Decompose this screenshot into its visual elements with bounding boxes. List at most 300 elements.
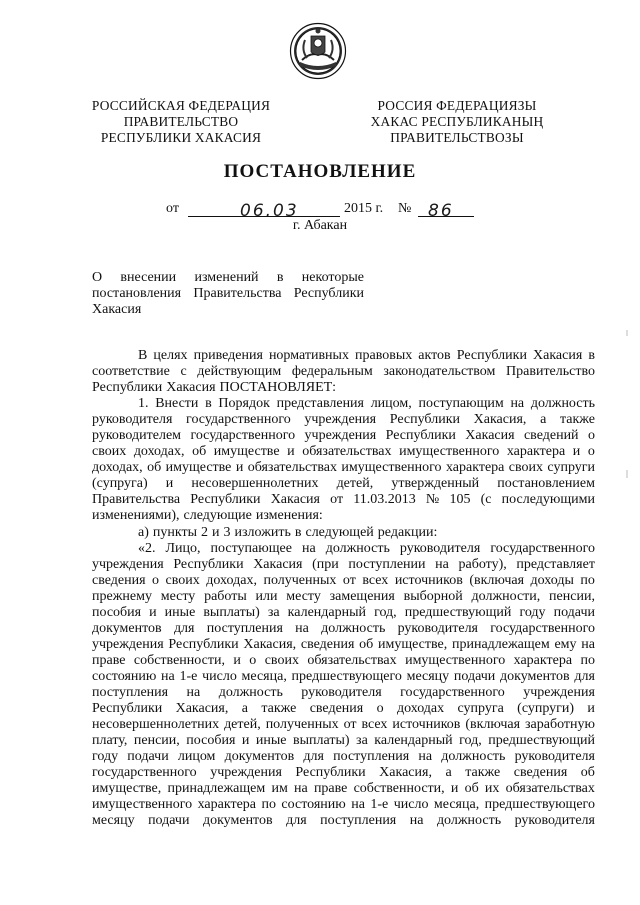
body-word: и	[235, 460, 244, 476]
body-line	[92, 541, 595, 557]
body-word: Внести	[155, 396, 199, 412]
body-word: руководителем	[92, 428, 182, 444]
body-word: на	[418, 749, 433, 765]
body-word: собственности,	[133, 652, 225, 668]
body-word: пособия	[186, 733, 236, 749]
body-word: Республики	[190, 492, 261, 508]
body-word: (включая	[465, 717, 521, 733]
body-word: поступления	[333, 749, 410, 765]
body-word: плату,	[92, 733, 128, 749]
body-word: полученных	[263, 572, 337, 588]
body-word: также	[559, 412, 595, 428]
body-word: год,	[374, 604, 397, 620]
body-word: работы	[204, 588, 247, 604]
body-word: 1-е	[370, 797, 389, 813]
subject-word: некоторые	[301, 270, 364, 285]
body-line	[92, 508, 595, 524]
body-word: для	[286, 813, 307, 829]
body-word: государственного	[400, 684, 505, 700]
body-word: Республики	[92, 701, 163, 717]
body-word: пенсии,	[133, 733, 180, 749]
body-word: учреждения	[523, 684, 595, 700]
body-word: характера	[513, 652, 573, 668]
body-word: приведения	[193, 348, 263, 363]
body-word: предшествующий	[488, 733, 595, 749]
body-word: источников	[392, 717, 461, 733]
body-word: представляет	[516, 556, 595, 572]
body-line	[92, 589, 595, 605]
header-left-block	[84, 98, 278, 146]
body-word: поступлении	[348, 556, 426, 572]
body-word: государственного	[490, 620, 595, 636]
body-line	[92, 525, 595, 541]
body-word: за	[267, 604, 280, 620]
scan-margin-marks	[626, 330, 628, 480]
body-word: (супруга)	[92, 476, 148, 492]
body-line	[92, 669, 595, 685]
body-line	[92, 428, 595, 444]
subject-block	[92, 270, 364, 319]
body-word: о	[249, 652, 257, 668]
date-number-line	[166, 201, 496, 219]
body-word: Хакасия,	[243, 636, 297, 652]
body-word: характера	[506, 444, 566, 460]
body-word: сведения	[92, 572, 146, 588]
body-word: подачи	[148, 813, 190, 829]
body-word: имущественного	[92, 797, 193, 813]
body-word: Порядок	[218, 396, 270, 412]
body-word: Хакасия	[270, 492, 320, 508]
body-word: руководителя	[397, 620, 478, 636]
subject-word: Хакасия	[92, 302, 142, 318]
body-word: число	[202, 668, 237, 684]
body-word: принадлежащем	[167, 781, 266, 797]
body-word: полученных	[265, 717, 339, 733]
body-word: и	[287, 444, 295, 460]
body-word: всех	[362, 572, 389, 588]
subject-line	[92, 286, 364, 302]
body-word: 11.03.2013	[353, 492, 416, 508]
body-word: по	[580, 652, 595, 668]
body-word: поступления	[92, 684, 169, 700]
body-word: лицом,	[370, 396, 412, 412]
body-word: правовых	[355, 348, 413, 363]
body-word: должность	[441, 749, 506, 765]
body-word: (супруги)	[517, 701, 575, 717]
city-label: г. Абакан	[292, 218, 348, 233]
subject-line	[92, 270, 364, 286]
body-line	[92, 476, 595, 492]
body-word: выплаты)	[293, 733, 350, 749]
body-word: год,	[459, 733, 482, 749]
body-word: об	[464, 781, 479, 797]
body-word: Республики	[456, 348, 527, 363]
body-word: редакции:	[377, 524, 438, 540]
body-word: по	[261, 797, 276, 813]
body-word: Республики	[168, 636, 239, 652]
body-line	[92, 348, 595, 364]
body-word: собственности,	[353, 781, 445, 797]
header-right-line: ПРАВИТЕЛЬСТВОЗЫ	[390, 130, 524, 145]
body-word: Лицо,	[165, 540, 201, 556]
body-word: месяцу	[92, 813, 135, 829]
body-word: актов	[418, 348, 451, 363]
body-word: Хакасия	[533, 348, 583, 363]
body-word: предшествующего	[484, 797, 595, 813]
body-word: подачи	[453, 668, 496, 684]
year-label: 2015 г.	[344, 201, 384, 216]
body-word: руководителя	[399, 540, 481, 556]
body-word: соответствие	[92, 364, 170, 380]
body-word: об	[359, 636, 374, 652]
body-word: заработную	[525, 717, 595, 733]
subject-word: постановления	[92, 286, 182, 302]
body-line	[92, 765, 595, 781]
body-word: руководителя	[514, 813, 595, 829]
body-word: супруги	[547, 460, 595, 476]
document-title: ПОСТАНОВЛЕНИЕ	[223, 161, 417, 182]
body-word: состоянию	[281, 797, 346, 813]
body-word: на	[295, 620, 309, 636]
body-word: поступления	[206, 620, 283, 636]
body-word: руководителя	[514, 749, 595, 765]
body-word: документов	[224, 749, 295, 765]
header-right-line: ХАКАС РЕСПУБЛИКАНЫҢ	[370, 114, 544, 129]
body-word: своих	[508, 460, 544, 476]
body-word: учреждения	[92, 556, 164, 572]
body-word: доходах,	[206, 572, 257, 588]
body-word: должность	[321, 620, 386, 636]
body-word: представления	[276, 396, 364, 412]
body-word: замещения	[329, 588, 395, 604]
body-word: 1.	[138, 396, 149, 412]
body-line	[92, 685, 595, 701]
body-word: изменениями),	[92, 508, 180, 524]
body-word: предшествующий	[404, 604, 512, 620]
body-word: сведения	[300, 636, 355, 652]
body-word: праве	[313, 781, 348, 797]
body-word: №	[425, 492, 440, 508]
header-right-line: РОССИЯ ФЕДЕРАЦИЯЗЫ	[377, 98, 537, 113]
body-line	[92, 396, 595, 412]
body-word: за	[356, 733, 368, 749]
body-word: (при	[312, 556, 339, 572]
body-word: своих	[92, 444, 127, 460]
subject-word: Республики	[293, 286, 364, 302]
subject-word: в	[276, 270, 284, 285]
body-word: следующие	[183, 508, 252, 524]
body-word: целях	[153, 348, 188, 363]
body-word: пункты	[152, 524, 198, 540]
body-word: документов	[202, 813, 273, 829]
body-word: для	[173, 620, 195, 636]
body-line	[92, 557, 595, 573]
body-word: Республики	[385, 428, 456, 444]
body-word: имущественного	[399, 444, 500, 460]
body-word: государственного	[490, 540, 595, 556]
body-word: Республики	[92, 380, 163, 396]
body-word: доходах,	[92, 460, 143, 476]
body-word: Хакасия,	[473, 412, 527, 428]
body-line	[92, 717, 595, 733]
body-word: также	[261, 701, 297, 717]
body-word: на	[435, 556, 449, 572]
body-word: должности,	[471, 588, 541, 604]
body-word: или	[255, 588, 278, 604]
body-word: для	[303, 749, 324, 765]
body-word: и	[587, 701, 595, 717]
body-word: доходах	[396, 701, 445, 717]
body-word: ему	[554, 636, 577, 652]
body-word: на	[161, 668, 175, 684]
body-word: иные	[255, 733, 287, 749]
body-word: об	[192, 444, 207, 460]
body-word: Республики	[389, 412, 460, 428]
body-word: и	[450, 781, 459, 797]
body-word: году	[519, 604, 546, 620]
body-word: 1-е	[179, 668, 198, 684]
subject-word: Правительства	[193, 286, 282, 302]
body-word: а	[445, 765, 452, 781]
body-word: принадлежащем	[451, 636, 550, 652]
body-word: пособия	[92, 604, 142, 620]
body-word: на	[351, 797, 365, 813]
body-word: от	[342, 572, 356, 588]
body-word: об	[580, 765, 595, 781]
body-word: им	[271, 781, 288, 797]
body-word: сведения	[513, 765, 568, 781]
body-word: число	[393, 797, 429, 813]
body-word: имущественного	[405, 652, 506, 668]
body-word: обязательствах	[505, 781, 595, 797]
body-word: на	[510, 396, 525, 412]
body-word: постановлением	[497, 476, 595, 492]
body-word: Хакасия	[166, 380, 216, 396]
body-word: месяцу	[406, 668, 450, 684]
body-word: и	[572, 444, 581, 460]
body-word: всех	[361, 717, 388, 733]
body-word: детей,	[336, 476, 374, 492]
body-word: предшествующего	[291, 668, 402, 684]
handwritten-number: 86	[428, 201, 454, 221]
body-word: на	[294, 781, 308, 797]
body-word: доходах,	[133, 444, 185, 460]
body-word: поступления	[320, 813, 397, 829]
body-word: пенсии,	[549, 588, 595, 604]
body-line	[92, 444, 595, 460]
body-word: лицом	[177, 749, 216, 765]
body-word: «2.	[138, 540, 156, 556]
body-word: супруга	[457, 701, 504, 717]
body-word: об	[147, 460, 162, 476]
number-label: №	[398, 201, 412, 216]
body-word: их	[484, 781, 500, 797]
body-word: своих	[165, 572, 200, 588]
body-word: подачи	[127, 749, 169, 765]
body-word: месту	[286, 588, 321, 604]
body-text	[92, 348, 595, 829]
body-word: государственного	[92, 765, 197, 781]
body-word: руководителя	[301, 684, 382, 700]
subject-line	[92, 302, 364, 318]
subject-word: изменений	[194, 270, 259, 285]
body-line	[92, 797, 595, 813]
body-word: на	[409, 813, 424, 829]
body-word: следующей	[305, 524, 374, 540]
body-word: выплаты)	[203, 604, 260, 620]
body-line	[92, 653, 595, 669]
body-word: праве	[92, 652, 126, 668]
body-word: календарный	[287, 604, 367, 620]
body-line	[92, 460, 595, 476]
body-word: году	[92, 749, 119, 765]
body-word: месяца,	[241, 668, 287, 684]
body-word: последующими	[501, 492, 595, 508]
body-word: прежнему	[92, 588, 152, 604]
body-word: (включая	[469, 572, 525, 588]
body-word: а)	[138, 524, 149, 540]
body-word: и	[165, 476, 174, 492]
body-word: а	[241, 701, 248, 717]
body-word: руководителя	[92, 412, 173, 428]
body-word: и	[233, 652, 241, 668]
body-word: учреждения	[92, 636, 164, 652]
body-word: (с	[480, 492, 492, 508]
body-line	[92, 637, 595, 653]
body-word: изложить	[234, 524, 291, 540]
header-left-line: РЕСПУБЛИКИ ХАКАСИЯ	[100, 130, 262, 145]
body-word: федеральным	[291, 364, 373, 380]
body-word: от	[343, 717, 357, 733]
body-word: имуществе,	[377, 636, 448, 652]
body-word: поступающее	[210, 540, 292, 556]
body-word: документов	[92, 620, 162, 636]
body-line	[92, 364, 595, 380]
body-word: Хакасия	[253, 556, 303, 572]
body-line	[92, 621, 595, 637]
body-word: и	[212, 524, 220, 540]
body-word: 3	[223, 524, 231, 540]
body-line	[92, 380, 595, 396]
body-word: о	[587, 428, 595, 444]
body-word: изменения:	[255, 508, 323, 524]
body-word: должность	[325, 540, 390, 556]
body-word: также	[465, 765, 501, 781]
body-word: на	[186, 684, 201, 700]
body-word: 2	[201, 524, 209, 540]
body-line	[92, 701, 595, 717]
body-word: работу),	[458, 556, 507, 572]
body-word: выборной	[403, 588, 463, 604]
body-line	[92, 412, 595, 428]
body-word: в	[294, 524, 302, 540]
coat-of-arms-emblem	[289, 22, 347, 80]
handwritten-date: 06.03	[240, 201, 299, 221]
body-word: в	[588, 348, 595, 363]
body-word: своих	[264, 652, 299, 668]
body-line	[92, 733, 595, 749]
body-word: должность	[218, 684, 283, 700]
body-word: имуществе,	[92, 781, 162, 797]
body-word: имуществе	[213, 444, 280, 460]
body-word: сведения	[309, 701, 364, 717]
body-word: обязательствах	[307, 652, 397, 668]
body-word: должность	[530, 396, 595, 412]
body-word: обязательствах	[247, 460, 337, 476]
body-line	[92, 813, 595, 829]
body-word: имущественного	[341, 460, 442, 476]
body-word: сведений	[523, 428, 579, 444]
body-word: состоянию	[92, 668, 157, 684]
body-word: в	[205, 396, 212, 412]
body-line	[92, 781, 595, 797]
body-word: с	[180, 364, 187, 380]
body-word: учреждения	[304, 428, 377, 444]
body-word: государственного	[190, 428, 296, 444]
body-word: а	[540, 412, 547, 428]
subject-word: О	[92, 270, 103, 285]
body-word: для	[574, 668, 595, 684]
body-line	[92, 605, 595, 621]
body-word: доходы	[530, 572, 574, 588]
body-word: обязательствах	[302, 444, 392, 460]
header-left-line: РОССИЙСКАЯ ФЕДЕРАЦИЯ	[91, 98, 271, 113]
body-word: Правительства	[92, 492, 181, 508]
body-word: поступающим	[418, 396, 504, 412]
body-line	[92, 749, 595, 765]
body-word: Республики	[173, 556, 244, 572]
body-word: на	[581, 636, 595, 652]
body-word: документов	[500, 668, 570, 684]
body-word: месяца,	[433, 797, 480, 813]
body-word: Республики	[295, 765, 366, 781]
body-word: о	[587, 444, 595, 460]
body-word: несовершеннолетних	[92, 717, 220, 733]
body-word: законодательством	[383, 364, 496, 380]
body-word: действующим	[197, 364, 282, 380]
body-word: иные	[164, 604, 196, 620]
body-word: имуществе	[165, 460, 232, 476]
body-word: и	[241, 733, 250, 749]
header-left-line: ПРАВИТЕЛЬСТВО	[123, 114, 239, 129]
body-word: характера	[445, 460, 505, 476]
body-word: детей,	[224, 717, 261, 733]
body-word: календарный	[374, 733, 453, 749]
body-word: о	[376, 701, 384, 717]
body-word: государственного	[186, 412, 291, 428]
body-word: нормативных	[268, 348, 349, 363]
body-word: должность	[436, 813, 502, 829]
body-word: ПОСТАНОВЛЯЕТ:	[219, 380, 337, 396]
body-word: Правительство	[506, 364, 595, 380]
body-word: утвержденный	[391, 476, 480, 492]
body-word: месту	[160, 588, 196, 604]
body-word: Хакасия	[465, 428, 515, 444]
subject-word: внесении	[120, 270, 177, 285]
body-word: по	[580, 572, 595, 588]
body-word: Хакасия,	[379, 765, 432, 781]
body-word: подачи	[553, 604, 595, 620]
body-word: характера	[197, 797, 257, 813]
body-word: несовершеннолетних	[191, 476, 319, 492]
body-word: от	[330, 492, 344, 508]
body-word: учреждения	[304, 412, 377, 428]
body-word: Хакасия,	[175, 701, 229, 717]
date-from-label: от	[166, 201, 179, 216]
body-word: о	[152, 572, 160, 588]
body-word: на	[301, 540, 316, 556]
body-word: источников	[394, 572, 463, 588]
